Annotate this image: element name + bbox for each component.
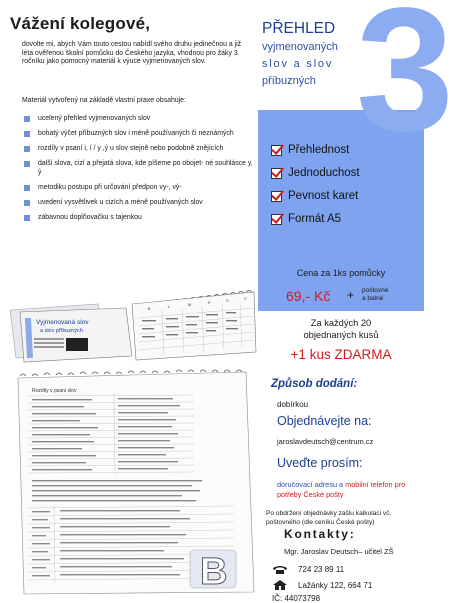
card-cover-title: Vyjmenovaná slov — [36, 319, 89, 326]
square-bullet-icon — [24, 215, 30, 221]
feature-item: metodiku postupu při určování předpon vy-, vý- — [24, 184, 254, 193]
contact-name: Mgr. Jaroslav Deutsch– učitel ZŠ — [284, 547, 394, 556]
price-label: Cena za 1ks pomůcky — [296, 268, 386, 278]
checkbox-checked-icon — [271, 145, 282, 156]
svg-text:L: L — [168, 305, 171, 309]
price-plus: + — [347, 288, 355, 302]
intro-paragraph: dovolte mi, abych Vám touto cestou nabídl svého druhu jedinečnou a již léta ověřenou školní pomůcku do Českého jazyka, vhodnou pro žáky 3. ročníku jako pomocný materiál k výuce vyjmenovaných slov. — [22, 41, 242, 66]
big-number-three: 3 — [356, 0, 454, 168]
perk-item: Pevnost karet — [270, 189, 360, 212]
headline-line-2: vyjmenovaných — [262, 41, 338, 53]
svg-text:B: B — [148, 307, 151, 311]
checkbox-checked-icon — [271, 168, 282, 179]
svg-text:S: S — [226, 299, 229, 303]
perk-item: Jednoduchost — [270, 166, 360, 189]
square-bullet-icon — [24, 200, 30, 206]
contacts-title: Kontakty: — [284, 527, 356, 541]
order-email[interactable]: jaroslavdeutsch@centrum.cz — [277, 437, 374, 446]
square-bullet-icon — [24, 131, 30, 137]
svg-text:P: P — [208, 301, 211, 305]
price-value: 69,- Kč — [286, 288, 331, 304]
feature-item: uvedení vysvětlivek u cizích a méně používaných slov — [24, 199, 254, 208]
state-text: doručovací adresu a mobilní telefon pro potřeby České pošty — [277, 480, 406, 499]
feature-item: rozdíly v psaní i, í / y ,ý u slov stejně nebo podobně znějících — [24, 145, 254, 154]
feature-item: bohatý výčet příbuzných slov i méně používaných či neznámých — [24, 130, 254, 139]
greeting-heading: Vážení kolegové, — [10, 14, 151, 33]
state-label: Uveďte prosím: — [277, 456, 363, 470]
square-bullet-icon — [24, 185, 30, 191]
square-bullet-icon — [24, 161, 30, 167]
perk-item: Přehlednost — [270, 143, 360, 166]
product-photo-cards — [6, 290, 258, 365]
feature-list — [24, 115, 254, 228]
square-bullet-icon — [24, 116, 30, 122]
card-b-letter: B — [200, 551, 228, 593]
perk-list — [270, 143, 360, 235]
right-column — [258, 0, 454, 603]
checkbox-checked-icon — [271, 214, 282, 225]
contact-address: Lažánky 122, 664 71 — [298, 581, 373, 590]
square-bullet-icon — [24, 146, 30, 152]
svg-text:M: M — [188, 303, 192, 307]
checkbox-checked-icon — [271, 191, 282, 202]
order-label: Objednávejte na: — [277, 414, 372, 428]
bonus-condition: Za každých 20 objednaných kusů — [303, 318, 379, 340]
feature-item: další slova, cizí a přejatá slova, kde píšeme po obojet- né souhlásce y, ý — [24, 160, 254, 177]
headline-line-3: slov a slov — [262, 58, 334, 70]
intro-lead: Materiál vytvořený na základě vlastní praxe obsahuje: — [22, 97, 186, 104]
headline-title: PŘEHLED — [262, 20, 336, 37]
contact-ico: IČ: 44073798 — [272, 594, 321, 603]
postage-note: poštovné a balné — [362, 287, 389, 302]
perk-item: Formát A5 — [270, 212, 360, 235]
delivery-label: Způsob dodání: — [271, 378, 358, 390]
svg-text:Rozdíly v psaní slov: Rozdíly v psaní slov — [32, 388, 77, 394]
feature-item: zábavnou doplňovačku s tajenkou — [24, 214, 254, 223]
headline-line-4: příbuzných — [262, 75, 316, 87]
svg-text:V: V — [244, 297, 247, 301]
telephone-icon — [272, 565, 288, 575]
order-note: Po obdržení objednávky zašlu kalkulaci vč. poštovného (dle ceníku České pošty) — [266, 510, 392, 526]
delivery-value: dobírkou — [277, 400, 309, 409]
feature-item: ucelený přehled vyjmenovaných slov — [24, 115, 254, 124]
bonus-offer: +1 kus ZDARMA — [290, 347, 392, 362]
svg-text:a slov příbuzných: a slov příbuzných — [40, 328, 83, 334]
home-icon — [272, 580, 288, 590]
product-photo-card-b — [14, 370, 258, 595]
contact-phone: 724 23 89 11 — [298, 565, 345, 574]
